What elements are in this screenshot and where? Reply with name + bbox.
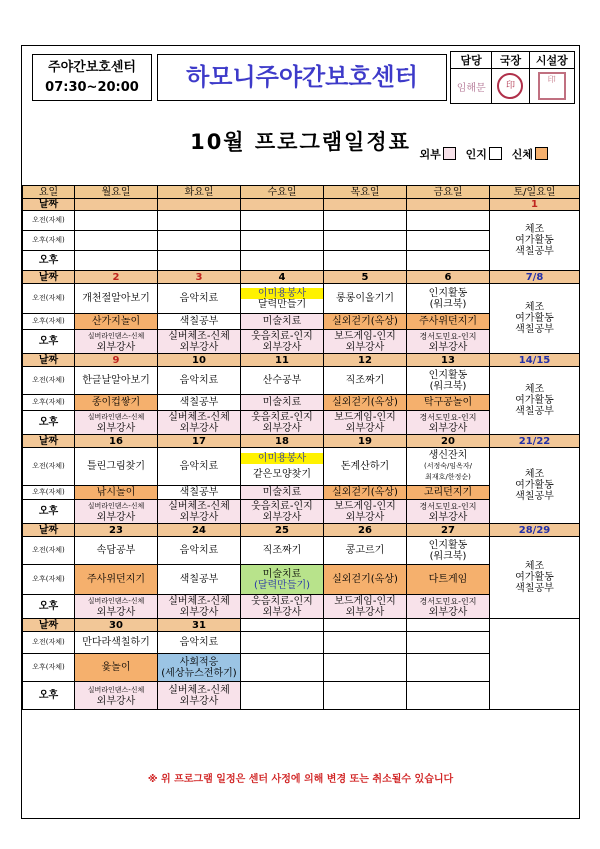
class-title: 실버라인댄스-신체	[87, 501, 145, 510]
class-title: 웃음치료-인지	[251, 411, 313, 423]
day-header: 요일	[23, 186, 75, 199]
am-label: 오전(자체)	[23, 284, 75, 314]
program-text: 인지활동	[428, 287, 468, 299]
date-cell: 24	[158, 524, 241, 537]
legend-outside-swatch	[443, 147, 456, 160]
instructor: 외부강사	[262, 422, 302, 434]
program-cell: 만다라색칠하기	[75, 632, 158, 654]
program-text: 사회적응	[179, 656, 219, 668]
program-cell: 색칠공부	[158, 486, 241, 500]
weekend-item: 체조	[524, 469, 545, 480]
date-cell: 30	[75, 619, 158, 632]
program-text: (워크북)	[429, 298, 467, 310]
instructor: 외부강사	[262, 511, 302, 523]
class-title: 보드게임-인지	[334, 411, 396, 423]
program-text: 인지활동	[428, 369, 468, 381]
day-header: 토/일요일	[490, 186, 580, 199]
class-title: 실버라인댄스-신체	[87, 331, 145, 340]
weekend-item: 색칠공부	[515, 583, 554, 594]
program-cell: 미술치료	[241, 395, 324, 411]
date-cell: 28/29	[490, 524, 580, 537]
schedule-page	[21, 45, 580, 819]
weekend-program	[490, 448, 580, 524]
date-cell: 27	[407, 524, 490, 537]
weekend-program	[490, 537, 580, 619]
date-row	[23, 524, 580, 537]
date-label: 날짜	[23, 354, 75, 367]
program-cell: 음악치료	[158, 284, 241, 314]
date-row	[23, 619, 580, 632]
weekend-item: 여가활동	[515, 395, 554, 406]
program-cell: 롱롱이올기기	[324, 284, 407, 314]
date-row	[23, 271, 580, 284]
date-row	[23, 199, 580, 211]
outside-class-cell	[158, 330, 241, 354]
program-cell: 실외걷기(옥상)	[324, 314, 407, 330]
date-label: 날짜	[23, 199, 75, 211]
instructor: 외부강사	[428, 341, 468, 353]
pm-label: 오후(자체)	[23, 231, 75, 251]
instructor: 외부강사	[96, 511, 136, 523]
date-cell: 17	[158, 435, 241, 448]
class-title: 실버라인댄스-신체	[87, 412, 145, 421]
instructor: 외부강사	[179, 511, 219, 523]
program-cell	[241, 284, 324, 314]
pm-label: 오후(자체)	[23, 314, 75, 330]
program-cell: 틀린그림찾기	[75, 448, 158, 486]
class-title: 실버체조-신체	[168, 330, 230, 342]
program-cell: 종이컵쌓기	[75, 395, 158, 411]
date-cell: 13	[407, 354, 490, 367]
program-cell	[407, 448, 490, 486]
outside-class-cell	[241, 411, 324, 435]
program-text: (워크북)	[429, 550, 467, 562]
weekend-program	[490, 367, 580, 435]
instructor: 외부강사	[428, 422, 468, 434]
outside-class-cell	[75, 500, 158, 524]
date-label: 날짜	[23, 524, 75, 537]
program-cell: 직조짜기	[241, 537, 324, 565]
date-cell: 2	[75, 271, 158, 284]
program-text: 달력만들기	[257, 298, 307, 310]
program-text: (워크북)	[429, 380, 467, 392]
outside-class-cell	[158, 595, 241, 619]
class-title: 실버체조-신체	[168, 595, 230, 607]
afternoon-label: 오후	[23, 411, 75, 435]
date-cell: 4	[241, 271, 324, 284]
program-cell: 주사위던지기	[407, 314, 490, 330]
instructor: 외부강사	[428, 511, 468, 523]
day-header: 화요일	[158, 186, 241, 199]
class-title: 실버체조-신체	[168, 411, 230, 423]
beauty-service-badge: 이미용봉사	[241, 453, 323, 464]
instructor: 외부강사	[345, 511, 385, 523]
program-cell: 산가지놀이	[75, 314, 158, 330]
staff-signature: 임해문	[456, 82, 486, 94]
instructor: 외부강사	[96, 695, 136, 707]
date-cell: 26	[324, 524, 407, 537]
approval-head: 시설장	[529, 52, 574, 69]
outside-class-cell	[324, 411, 407, 435]
date-cell: 20	[407, 435, 490, 448]
am-label: 오전(자체)	[23, 448, 75, 486]
program-cell: 색칠공부	[158, 565, 241, 595]
legend-body-label: 신체	[511, 148, 533, 161]
beauty-service-badge: 이미용봉사	[241, 288, 323, 299]
program-cell: 개천절알아보기	[75, 284, 158, 314]
date-label: 날짜	[23, 271, 75, 284]
program-cell: 다트게임	[407, 565, 490, 595]
program-cell: 윷놀이	[75, 654, 158, 682]
program-cell: 낚시놀이	[75, 486, 158, 500]
class-title: 보드게임-인지	[334, 330, 396, 342]
legend-cognitive-swatch	[489, 147, 502, 160]
date-cell: 18	[241, 435, 324, 448]
schedule-notice: ※ 위 프로그램 일정은 센터 사정에 의해 변경 또는 취소될수 있습니다	[147, 774, 454, 785]
legend-outside-label: 외부	[419, 148, 441, 161]
weekend-item: 색칠공부	[515, 491, 554, 502]
class-title: 보드게임-인지	[334, 595, 396, 607]
date-cell: 5	[324, 271, 407, 284]
program-cell: 직조짜기	[324, 367, 407, 395]
class-title: 실버라인댄스-신체	[87, 596, 145, 605]
pm-label: 오후(자체)	[23, 654, 75, 682]
afternoon-label: 오후	[23, 330, 75, 354]
date-cell: 11	[241, 354, 324, 367]
legend	[420, 146, 554, 162]
program-cell: 돈계산하기	[324, 448, 407, 486]
program-cell: 산수공부	[241, 367, 324, 395]
program-text: (달력만들기)	[253, 579, 311, 591]
instructor: 외부강사	[428, 606, 468, 618]
date-row	[23, 435, 580, 448]
instructor: 외부강사	[179, 695, 219, 707]
date-cell: 21/22	[490, 435, 580, 448]
program-cell	[158, 654, 241, 682]
class-title: 실버체조-신체	[168, 500, 230, 512]
date-cell: 9	[75, 354, 158, 367]
class-title: 경서도민요-인지	[419, 596, 477, 606]
outside-class-cell	[407, 411, 490, 435]
approval-director: 국장	[492, 52, 529, 69]
date-label: 날짜	[23, 619, 75, 632]
afternoon-label: 오후	[23, 500, 75, 524]
weekend-item: 색칠공부	[515, 406, 554, 417]
instructor: 외부강사	[179, 606, 219, 618]
outside-class-cell	[407, 595, 490, 619]
head-seal: 印	[538, 72, 566, 100]
date-cell: 16	[75, 435, 158, 448]
class-title: 웃음치료-인지	[251, 500, 313, 512]
date-cell: 10	[158, 354, 241, 367]
operating-hours: 07:30~20:00	[45, 80, 139, 95]
class-title: 실버체조-신체	[168, 684, 230, 696]
birthday-names: (서정숙/임옥자/	[423, 462, 473, 470]
weekend-item: 여가활동	[515, 572, 554, 583]
program-cell	[241, 565, 324, 595]
birthday-names: 최재호/한정순)	[425, 473, 471, 481]
weekend-item: 체조	[524, 224, 545, 235]
program-cell	[407, 537, 490, 565]
am-label: 오전(자체)	[23, 367, 75, 395]
class-title: 실버라인댄스-신체	[87, 685, 145, 694]
program-text: 생신잔치	[428, 450, 468, 461]
instructor: 외부강사	[179, 422, 219, 434]
program-text: 미술치료	[262, 568, 302, 580]
program-cell	[407, 284, 490, 314]
date-cell: 12	[324, 354, 407, 367]
center-name: 하모니주야간보호센터	[157, 54, 447, 101]
class-title: 경서도민요-인지	[419, 501, 477, 511]
weekend-item: 여가활동	[515, 313, 554, 324]
program-cell: 실외걷기(옥상)	[324, 395, 407, 411]
pm-label: 오후(자체)	[23, 395, 75, 411]
weekend-item: 체조	[524, 384, 545, 395]
page-title: 10월 프로그램일정표	[190, 130, 411, 154]
approval-table	[450, 51, 575, 104]
class-title: 경서도민요-인지	[419, 331, 477, 341]
am-label: 오전(자체)	[23, 632, 75, 654]
am-label: 오전(자체)	[23, 537, 75, 565]
date-cell: 25	[241, 524, 324, 537]
outside-class-cell	[75, 411, 158, 435]
program-text: 같은모양찾기	[253, 469, 311, 480]
director-seal: 印	[497, 73, 523, 99]
class-title: 웃음치료-인지	[251, 330, 313, 342]
center-hours-box	[32, 54, 152, 101]
weekend-item: 여가활동	[515, 235, 554, 246]
afternoon-label: 오후	[23, 682, 75, 710]
weekend-item: 체조	[524, 561, 545, 572]
outside-class-cell	[158, 411, 241, 435]
day-header: 월요일	[75, 186, 158, 199]
instructor: 외부강사	[262, 341, 302, 353]
program-cell: 색칠공부	[158, 395, 241, 411]
outside-class-cell	[158, 500, 241, 524]
approval-staff: 담당	[451, 52, 492, 69]
program-cell: 미술치료	[241, 314, 324, 330]
instructor: 외부강사	[345, 606, 385, 618]
instructor: 외부강사	[96, 341, 136, 353]
afternoon-label: 오후	[23, 595, 75, 619]
program-cell	[241, 448, 324, 486]
legend-body-swatch	[535, 147, 548, 160]
program-cell: 음악치료	[158, 632, 241, 654]
weekend-item: 여가활동	[515, 480, 554, 491]
program-cell: 주사위던지기	[75, 565, 158, 595]
day-header-row	[23, 186, 580, 199]
program-cell: 속담공부	[75, 537, 158, 565]
am-label: 오전(자체)	[23, 211, 75, 231]
day-header: 금요일	[407, 186, 490, 199]
pm-label: 오후(자체)	[23, 565, 75, 595]
outside-class-cell	[407, 330, 490, 354]
instructor: 외부강사	[262, 606, 302, 618]
legend-cognitive-label: 인지	[465, 148, 487, 161]
program-cell: 색칠공부	[158, 314, 241, 330]
program-cell: 콩고르기	[324, 537, 407, 565]
weekend-program	[490, 284, 580, 354]
date-cell: 19	[324, 435, 407, 448]
instructor: 외부강사	[345, 422, 385, 434]
outside-class-cell	[241, 595, 324, 619]
outside-class-cell	[75, 330, 158, 354]
program-cell: 음악치료	[158, 537, 241, 565]
pm-label: 오후(자체)	[23, 486, 75, 500]
day-header: 수요일	[241, 186, 324, 199]
program-cell: 탁구공놀이	[407, 395, 490, 411]
outside-class-cell	[324, 330, 407, 354]
program-cell: 음악치료	[158, 448, 241, 486]
instructor: 외부강사	[345, 341, 385, 353]
weekend-item: 색칠공부	[515, 246, 554, 257]
program-cell: 실외걷기(옥상)	[324, 486, 407, 500]
outside-class-cell	[407, 500, 490, 524]
date-cell: 1	[490, 199, 580, 211]
header	[22, 46, 579, 109]
weekend-item: 체조	[524, 302, 545, 313]
calendar-table	[22, 185, 580, 710]
instructor: 외부강사	[96, 606, 136, 618]
weekend-item: 색칠공부	[515, 324, 554, 335]
instructor: 외부강사	[96, 422, 136, 434]
day-header: 목요일	[324, 186, 407, 199]
date-cell: 6	[407, 271, 490, 284]
program-text: 인지활동	[428, 539, 468, 551]
outside-class-cell	[75, 595, 158, 619]
outside-class-cell	[241, 330, 324, 354]
afternoon-label: 오후	[23, 251, 75, 271]
program-cell: 고리던지기	[407, 486, 490, 500]
weekend-program	[490, 211, 580, 271]
date-cell: 3	[158, 271, 241, 284]
outside-class-cell	[324, 595, 407, 619]
outside-class-cell	[158, 682, 241, 710]
center-short-name: 주야간보호센터	[48, 60, 136, 75]
date-label: 날짜	[23, 435, 75, 448]
program-cell: 미술치료	[241, 486, 324, 500]
program-cell: 실외걷기(옥상)	[324, 565, 407, 595]
outside-class-cell	[75, 682, 158, 710]
date-cell: 23	[75, 524, 158, 537]
date-cell: 31	[158, 619, 241, 632]
date-cell: 7/8	[490, 271, 580, 284]
outside-class-cell	[241, 500, 324, 524]
date-cell: 14/15	[490, 354, 580, 367]
program-cell: 한글날알아보기	[75, 367, 158, 395]
program-text: (세상뉴스전하기)	[161, 667, 237, 679]
class-title: 웃음치료-인지	[251, 595, 313, 607]
class-title: 보드게임-인지	[334, 500, 396, 512]
program-cell: 음악치료	[158, 367, 241, 395]
instructor: 외부강사	[179, 341, 219, 353]
class-title: 경서도민요-인지	[419, 412, 477, 422]
date-row	[23, 354, 580, 367]
outside-class-cell	[324, 500, 407, 524]
program-cell	[407, 367, 490, 395]
